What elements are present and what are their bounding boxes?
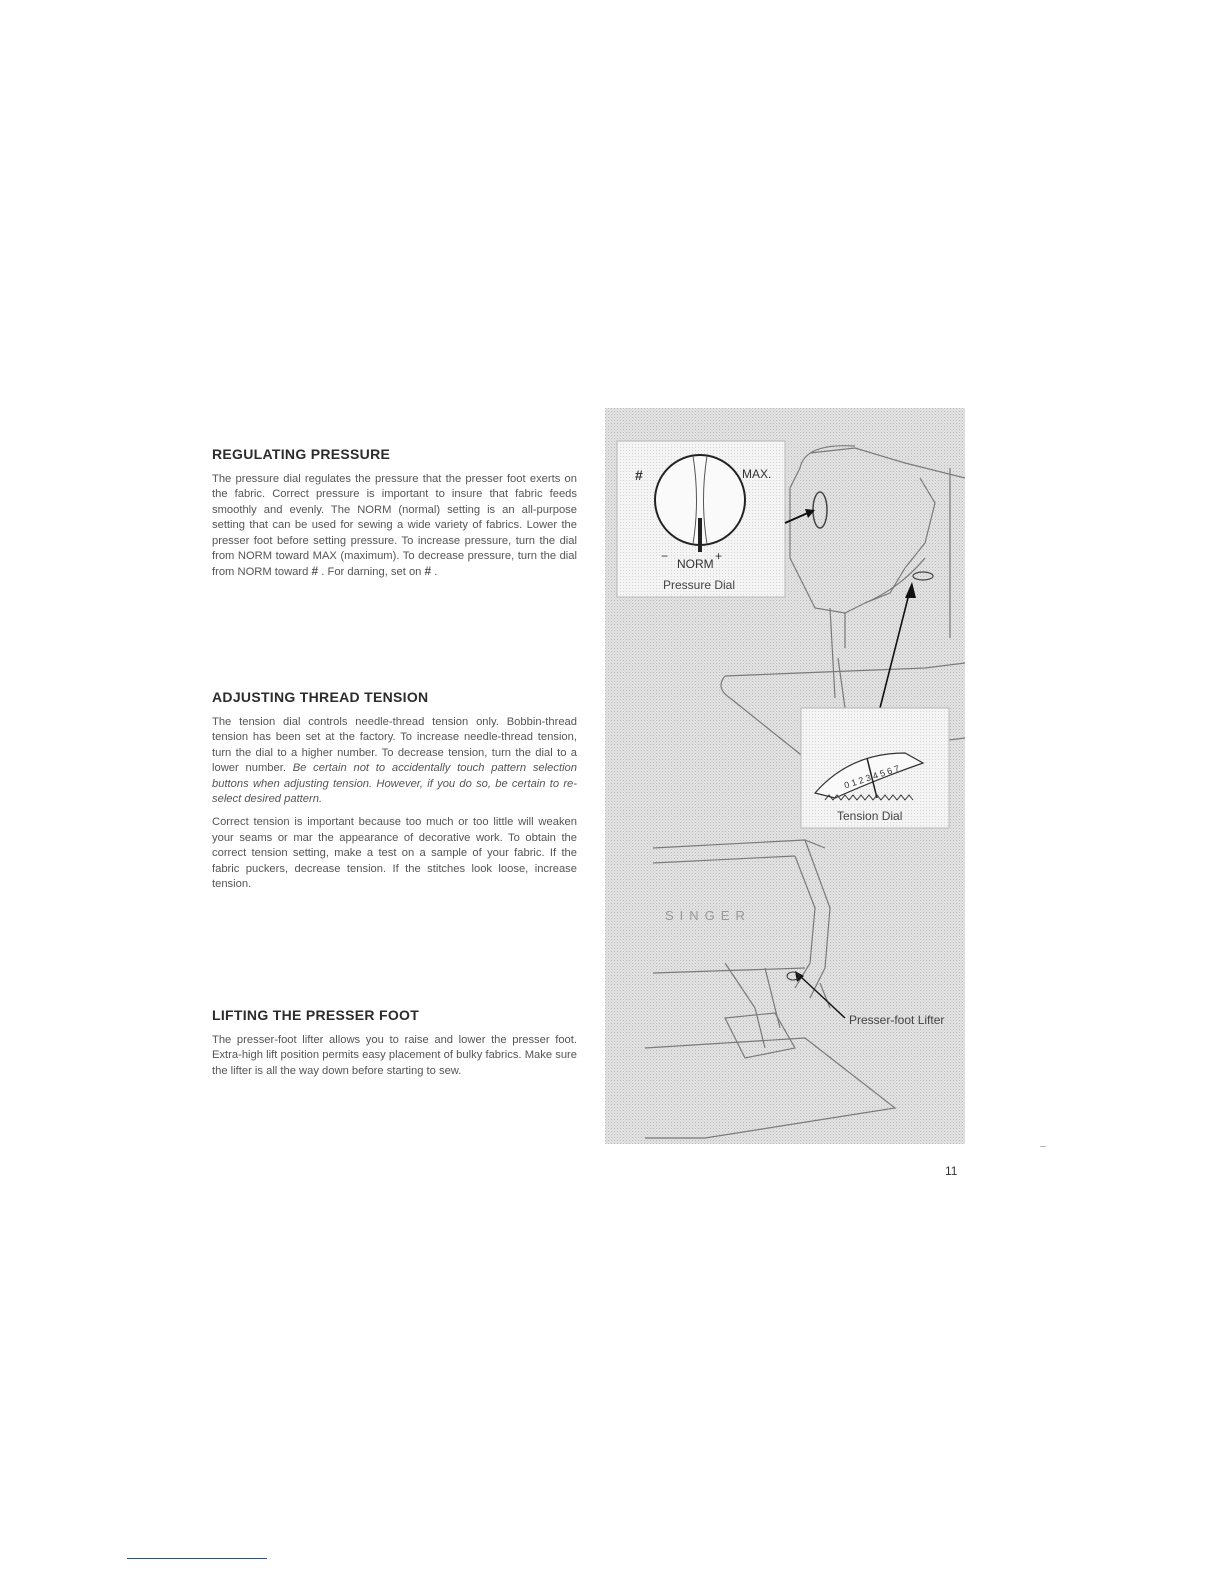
page-number: 11: [945, 1164, 958, 1178]
paragraph-lifter: The presser-foot lifter allows you to raise and lower the presser foot. Extra-high lift position permits easy placement of bulky fabrics. Make sure the lifter is all the way down before starting to sew.: [212, 1034, 577, 1077]
pressure-dial-grid-symbol: #: [635, 467, 643, 483]
section-regulating-pressure: [212, 446, 577, 589]
pressure-dial-pointer: [698, 518, 702, 552]
paragraph-tension-2: Correct tension is important because too much or too little will weaken your seams or mar the appearance of decorative work. To obtain the correct tension setting, make a test on a sample of your fabric. If the fabric puckers, decrease tension. If the stitches look loose, increase tension.: [212, 816, 577, 891]
tension-dial-inset: [801, 708, 949, 828]
presser-foot-lifter-caption: Presser-foot Lifter: [849, 1013, 945, 1027]
tension-text: The tension dial controls needle-thread tension only. Bobbin-thread tension has been set at the factory. To increase needle-thread tension, turn the dial to a higher number. To decrease tension, turn the dial to a lower number.: [212, 716, 577, 775]
paragraph-tension-1: [212, 715, 577, 807]
pressure-text-a: The pressure dial regulates the pressure that the presser foot exerts on the fabric. Correct pressure is important to insure that fabric feeds smoothly and evenly. The NORM (normal) setting is an all-purpose setting that can be used for sewing a wide variety of fabrics. Lower the presser foot before setting pressure. To increase pressure, turn the dial from NORM toward MAX (maximum). To decrease pressure, turn the dial from NORM toward: [212, 473, 577, 579]
section-adjusting-thread-tension: [212, 689, 577, 900]
heading-regulating-pressure: REGULATING PRESSURE: [212, 446, 391, 462]
pressure-dial-inset: [617, 441, 785, 597]
footnote-rule: [127, 1558, 267, 1559]
tension-warning-text: Be certain not to accidentally touch pattern selection buttons when adjusting tension. However, if you do so, be certain to re-select desired pattern.: [212, 762, 577, 806]
pressure-dial-norm-label: NORM: [677, 557, 714, 571]
section-lifting-presser-foot: [212, 1007, 577, 1087]
pressure-dial-caption: Pressure Dial: [663, 578, 736, 592]
tension-dial-numbers: 0 1 2 3 4 5 6 7: [842, 763, 901, 791]
paragraph-pressure: [212, 472, 577, 581]
darning-symbol-icon: #: [424, 564, 432, 579]
sewing-machine-illustration: [605, 408, 965, 1144]
heading-lifting-presser-foot: LIFTING THE PRESSER FOOT: [212, 1007, 420, 1023]
pressure-text-c: .: [434, 566, 438, 579]
pressure-text-b: . For darning, set on: [321, 566, 422, 579]
tension-dial-caption: Tension Dial: [837, 809, 903, 823]
pressure-dial-plus: +: [715, 549, 723, 563]
darning-symbol-icon: #: [311, 564, 319, 579]
heading-adjusting-thread-tension: ADJUSTING THREAD TENSION: [212, 689, 429, 705]
machine-brand-label: SINGER: [665, 908, 751, 923]
pressure-dial-minus: −: [661, 549, 669, 563]
pressure-dial-max-label: MAX.: [742, 467, 772, 481]
edge-mark: [1040, 1146, 1046, 1147]
